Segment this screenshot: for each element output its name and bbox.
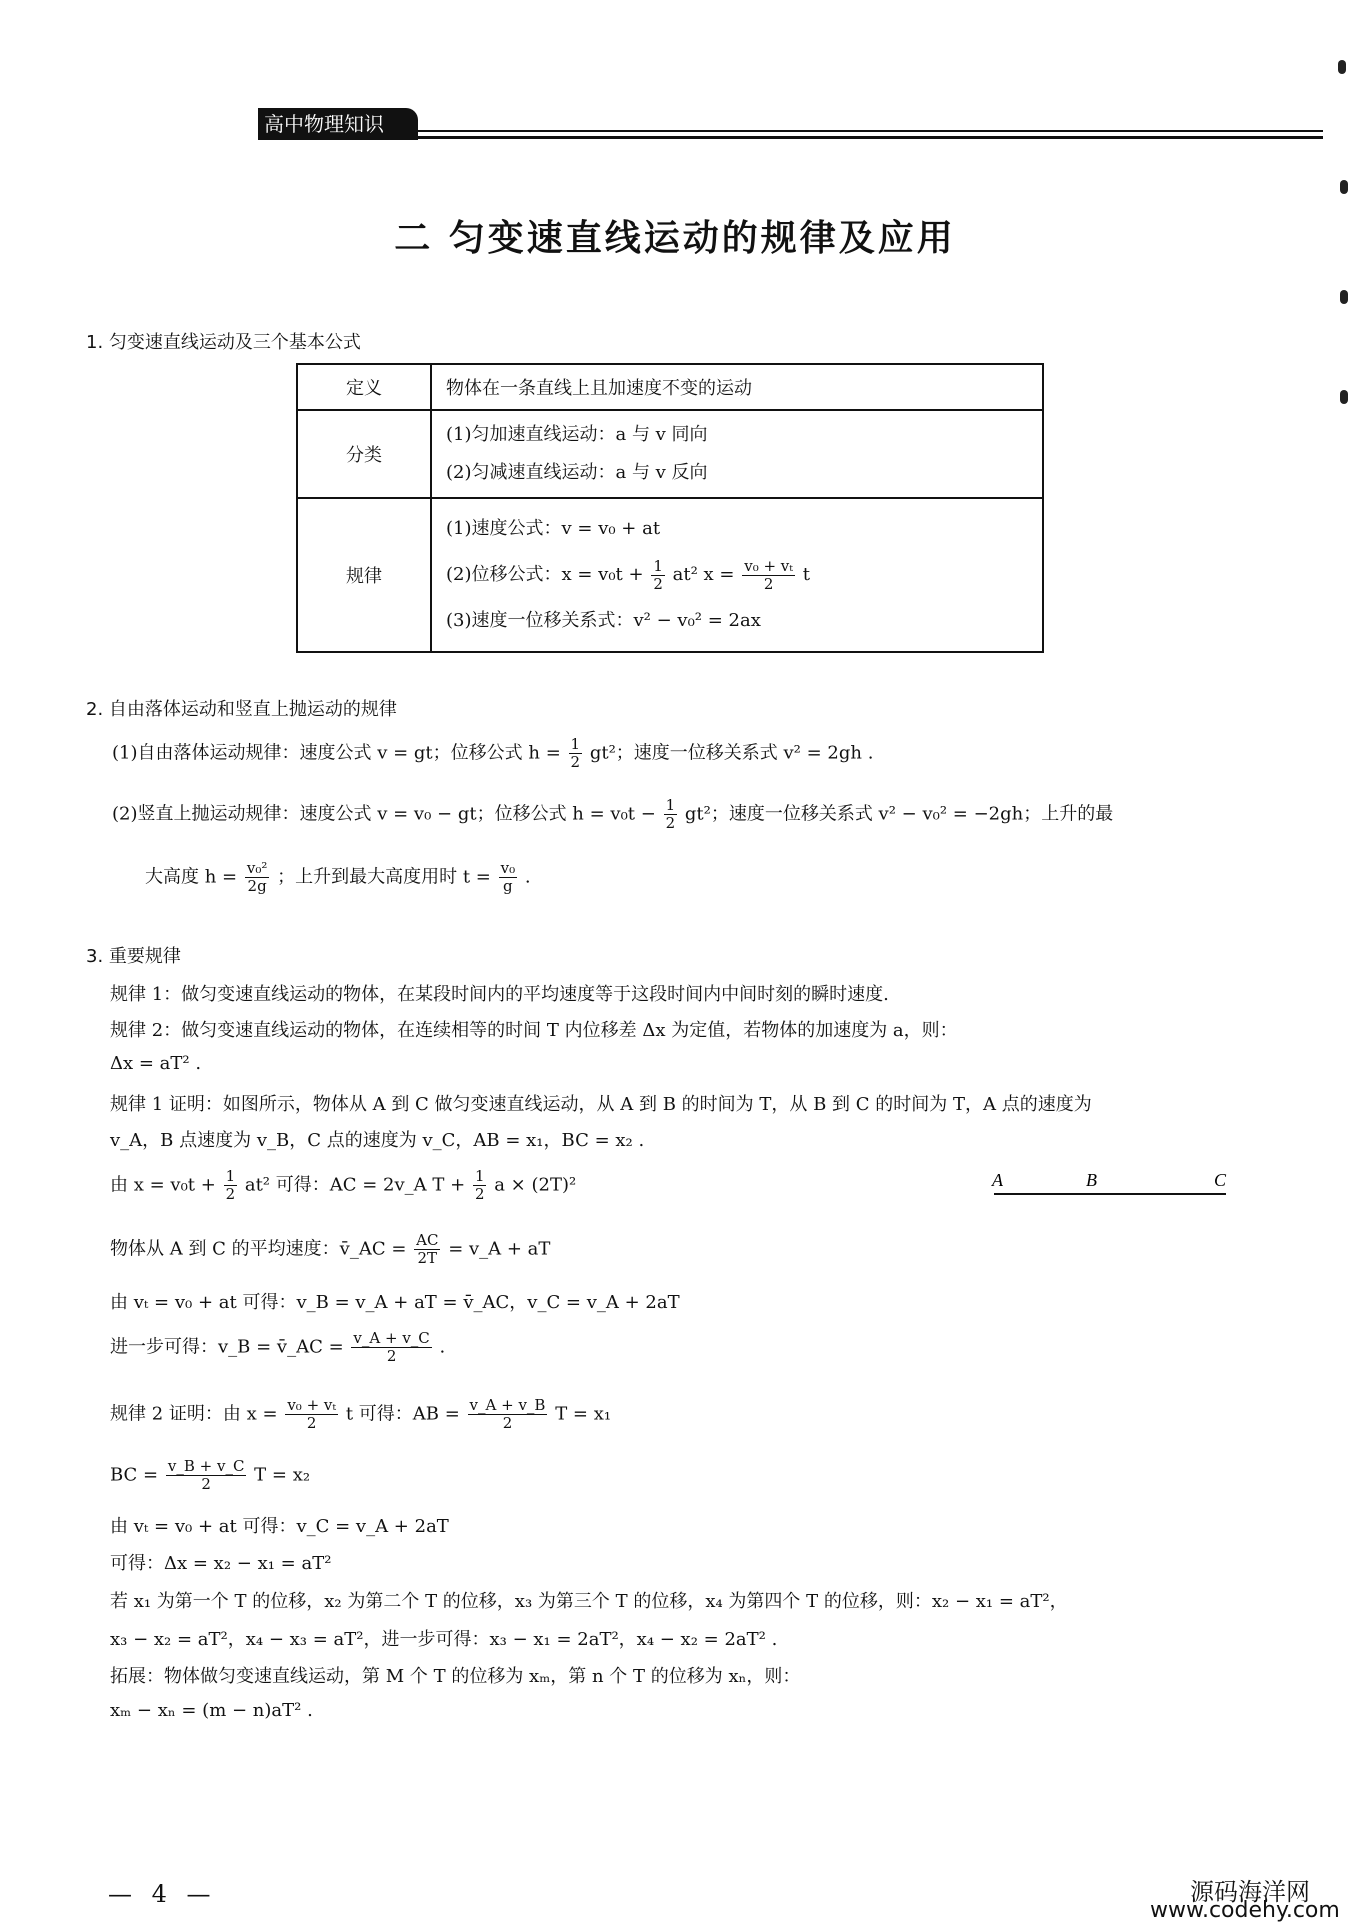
edge-mark xyxy=(1338,60,1346,74)
eq1-b: at² 可得：AC = 2v_A T + xyxy=(244,1174,466,1196)
watermark-name: 源码海洋网 xyxy=(1190,1878,1310,1906)
eq5-c: T = x₁ xyxy=(555,1403,612,1425)
law-2-part-b: at² x = xyxy=(672,564,735,585)
header-tab: 高中物理知识 xyxy=(258,108,418,140)
frac-num: v_A + v_B xyxy=(469,1396,546,1414)
frac-den: 2g xyxy=(247,877,267,895)
abc-line-diagram xyxy=(990,1168,1230,1204)
rule2-formula: Δx = aT² . xyxy=(110,1053,202,1074)
frac-num: 1 xyxy=(474,1167,485,1185)
law-1: (1)速度公式：v = v₀ + at xyxy=(446,518,661,539)
frac-den: 2 xyxy=(225,1185,236,1203)
header-rule-thick xyxy=(258,136,1323,139)
eq6-a: BC = xyxy=(110,1464,159,1486)
section2-heading: 2. 自由落体运动和竖直上抛运动的规律 xyxy=(86,699,397,720)
freefall-text-a: (1)自由落体运动规律：速度公式 v = gt；位移公式 h = xyxy=(112,742,561,764)
eq1-c: a × (2T)² xyxy=(494,1174,577,1196)
watermark-url: www.codehy.com xyxy=(1150,1898,1340,1923)
frac-den: 2 xyxy=(570,753,581,771)
section3-heading: 3. 重要规律 xyxy=(86,946,181,967)
frac-num: AC xyxy=(416,1231,439,1249)
throw-text-a: (2)竖直上抛运动规律：速度公式 v = v₀ − gt；位移公式 h = v₀t − xyxy=(112,803,656,825)
eq4-a: 进一步可得：v_B = v̄_AC = xyxy=(110,1336,344,1358)
frac-num: v_B + v_C xyxy=(167,1457,245,1475)
eq5-b: t 可得：AB = xyxy=(345,1403,460,1425)
fraction-va-vb xyxy=(468,1397,548,1432)
maxh-text-a: 大高度 h = xyxy=(145,866,238,888)
proof1-eq2 xyxy=(110,1232,550,1267)
law-2-part-c: t xyxy=(802,564,810,585)
maxh-text-b: ；上升到最大高度用时 t = xyxy=(277,866,491,888)
frac-num: 1 xyxy=(225,1167,236,1185)
section1-heading: 1. 匀变速直线运动及三个基本公式 xyxy=(86,332,361,353)
frac-num: v₀ + vₜ xyxy=(744,556,793,575)
table-key-classification: 分类 xyxy=(297,410,431,498)
frac-den: 2 xyxy=(201,1475,211,1493)
classification-2: (2)匀减速直线运动：a 与 v 反向 xyxy=(446,462,708,483)
law-2-part-a: (2)位移公式：x = v₀t + xyxy=(446,564,644,585)
proof1-eq1 xyxy=(110,1168,576,1203)
rule2-text: 规律 2：做匀变速直线运动的物体，在连续相等的时间 T 内位移差 Δx 为定值，若物体的加速度为 a，则： xyxy=(110,1020,958,1041)
frac-num: 1 xyxy=(570,735,581,753)
table-key-definition: 定义 xyxy=(297,364,431,410)
frac-den: 2 xyxy=(763,574,774,593)
extension-text: 拓展：物体做匀变速直线运动，第 M 个 T 的位移为 xₘ，第 n 个 T 的位移为 xₙ，则： xyxy=(110,1666,801,1687)
frac-num: 1 xyxy=(653,556,663,575)
proof2-eq9: 若 x₁ 为第一个 T 的位移，x₂ 为第二个 T 的位移，x₃ 为第三个 T 的位移，x₄ 为第四个 T 的位移，则：x₂ − x₁ = aT²， xyxy=(110,1591,1068,1612)
table-val-definition: 物体在一条直线上且加速度不变的运动 xyxy=(431,364,1043,410)
table-key-laws: 规律 xyxy=(297,498,431,652)
frac-num: v₀² xyxy=(246,859,268,877)
frac-den: 2 xyxy=(386,1347,397,1365)
frac-den: 2T xyxy=(417,1249,438,1267)
proof1-text-b: v_A，B 点速度为 v_B，C 点的速度为 v_C，AB = x₁，BC = x₂ . xyxy=(110,1130,645,1151)
law-3: (3)速度一位移关系式：v² − v₀² = 2ax xyxy=(446,610,761,631)
fraction-hmax xyxy=(245,860,270,895)
table-val-laws xyxy=(431,498,1043,652)
fraction-avg-v xyxy=(285,1397,338,1432)
proof1-text-a: 规律 1 证明：如图所示，物体从 A 到 C 做匀变速直线运动，从 A 到 B 的时间为 T，从 B 到 C 的时间为 T，A 点的速度为 xyxy=(110,1094,1092,1115)
eq2-a: 物体从 A 到 C 的平均速度：v̄_AC = xyxy=(110,1238,407,1260)
fraction-half xyxy=(224,1168,238,1203)
diagram-label-b: B xyxy=(1086,1170,1097,1190)
frac-num: v₀ xyxy=(500,859,516,877)
proof2-eq10: x₃ − x₂ = aT²，x₄ − x₃ = aT²，进一步可得：x₃ − x₁ = 2aT²，x₄ − x₂ = 2aT² . xyxy=(110,1629,778,1650)
vertical-throw-line xyxy=(112,797,1113,832)
fraction-ac-2t xyxy=(414,1232,440,1267)
max-height-line xyxy=(145,860,531,895)
formula-table xyxy=(296,363,1044,653)
proof2-eq6 xyxy=(110,1458,310,1493)
frac-den: 2 xyxy=(474,1185,485,1203)
proof1-eq4 xyxy=(110,1330,445,1365)
edge-mark xyxy=(1340,290,1348,304)
fraction-half xyxy=(651,558,665,593)
frac-den: g xyxy=(503,877,513,895)
eq5-a: 规律 2 证明：由 x = xyxy=(110,1403,278,1425)
page-title: 二 匀变速直线运动的规律及应用 xyxy=(394,218,956,259)
fraction-avg-v xyxy=(742,558,795,593)
fraction-tmax xyxy=(499,860,518,895)
classification-1: (1)匀加速直线运动：a 与 v 同向 xyxy=(446,424,708,445)
table-val-classification xyxy=(431,410,1043,498)
fraction-half xyxy=(569,736,583,771)
freefall-text-b: gt²；速度一位移关系式 v² = 2gh . xyxy=(589,742,874,764)
frac-den: 2 xyxy=(306,1414,317,1432)
throw-text-b: gt²；速度一位移关系式 v² − v₀² = −2gh；上升的最 xyxy=(684,803,1114,825)
page-number: — 4 — xyxy=(108,1880,217,1908)
law-2 xyxy=(446,551,1028,599)
header-rule xyxy=(418,130,1323,132)
fraction-half xyxy=(664,797,678,832)
maxh-text-c: . xyxy=(524,866,531,888)
edge-mark xyxy=(1340,390,1348,404)
freefall-line xyxy=(112,736,873,771)
frac-num: 1 xyxy=(665,796,676,814)
edge-mark xyxy=(1340,180,1348,194)
eq4-b: . xyxy=(439,1336,446,1358)
frac-den: 2 xyxy=(653,574,663,593)
proof2-eq5 xyxy=(110,1397,611,1432)
eq2-b: = v_A + aT xyxy=(448,1238,551,1260)
rule1-text: 规律 1：做匀变速直线运动的物体，在某段时间内的平均速度等于这段时间内中间时刻的瞬时速度. xyxy=(110,984,889,1005)
extension-formula: xₘ − xₙ = (m − n)aT² . xyxy=(110,1700,313,1721)
frac-den: 2 xyxy=(665,814,676,832)
proof1-eq3: 由 vₜ = v₀ + at 可得：v_B = v_A + aT = v̄_AC，v_C = v_A + 2aT xyxy=(110,1292,680,1313)
frac-den: 2 xyxy=(502,1414,513,1432)
diagram-label-c: C xyxy=(1214,1170,1227,1190)
proof2-eq8: 可得：Δx = x₂ − x₁ = aT² xyxy=(110,1553,332,1574)
proof2-eq7: 由 vₜ = v₀ + at 可得：v_C = v_A + 2aT xyxy=(110,1516,449,1537)
diagram-label-a: A xyxy=(992,1170,1003,1190)
fraction-va-vc xyxy=(351,1330,431,1365)
eq6-b: T = x₂ xyxy=(254,1464,311,1486)
frac-num: v_A + v_C xyxy=(353,1329,430,1347)
eq1-a: 由 x = v₀t + xyxy=(110,1174,216,1196)
frac-num: v₀ + vₜ xyxy=(287,1396,337,1414)
fraction-vb-vc xyxy=(166,1458,247,1493)
fraction-half xyxy=(473,1168,487,1203)
